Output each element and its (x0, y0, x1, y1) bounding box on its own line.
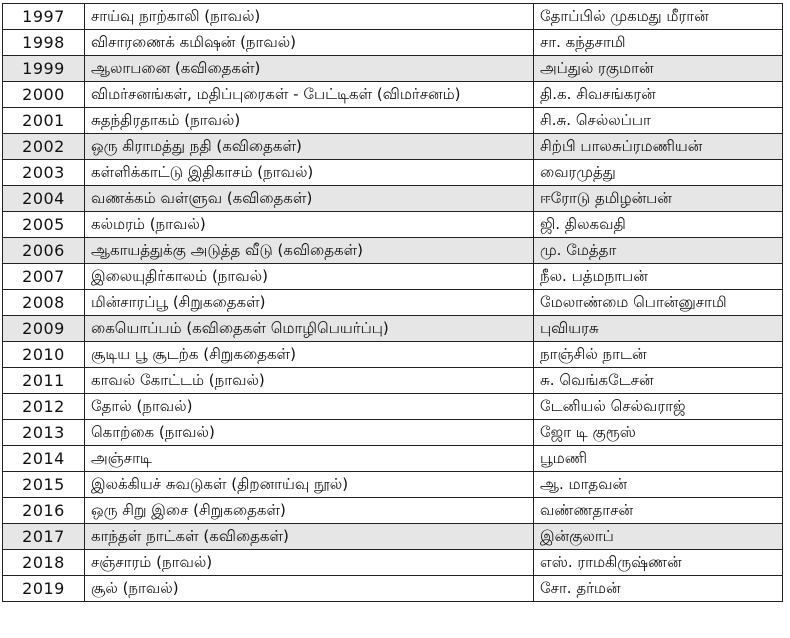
table-row (3, 108, 783, 134)
table-row (3, 134, 783, 160)
year-cell: 2019 (3, 576, 85, 602)
year-cell: 2004 (3, 186, 85, 212)
table-row (3, 160, 783, 186)
author-cell: நாஞ்சில் நாடன் (534, 342, 783, 368)
table-row (3, 264, 783, 290)
table-row (3, 30, 783, 56)
author-cell: ஆ. மாதவன் (534, 472, 783, 498)
awards-table-body (3, 4, 783, 602)
work-title-cell: விமர்சனங்கள், மதிப்புரைகள் - பேட்டிகள் (விமர்சனம்) (85, 82, 534, 108)
work-title-cell: சாய்வு நாற்காலி (நாவல்) (85, 4, 534, 30)
year-cell: 2012 (3, 394, 85, 420)
author-cell: மேலாண்மை பொன்னுசாமி (534, 290, 783, 316)
table-row (3, 446, 783, 472)
table-row (3, 576, 783, 602)
awards-table (2, 3, 783, 602)
table-row (3, 316, 783, 342)
year-cell: 2011 (3, 368, 85, 394)
author-cell: அப்துல் ரகுமான் (534, 56, 783, 82)
author-cell: பூமணி (534, 446, 783, 472)
author-cell: புவியரசு (534, 316, 783, 342)
work-title-cell: கள்ளிக்காட்டு இதிகாசம் (நாவல்) (85, 160, 534, 186)
work-title-cell: கொற்கை (நாவல்) (85, 420, 534, 446)
year-cell: 2016 (3, 498, 85, 524)
author-cell: சு. வெங்கடேசன் (534, 368, 783, 394)
work-title-cell: தோல் (நாவல்) (85, 394, 534, 420)
author-cell: இன்குலாப் (534, 524, 783, 550)
table-row (3, 82, 783, 108)
table-row (3, 290, 783, 316)
table-row (3, 420, 783, 446)
work-title-cell: இலையுதிர்காலம் (நாவல்) (85, 264, 534, 290)
year-cell: 2010 (3, 342, 85, 368)
author-cell: ஜி. திலகவதி (534, 212, 783, 238)
year-cell: 1999 (3, 56, 85, 82)
work-title-cell: காந்தள் நாட்கள் (கவிதைகள்) (85, 524, 534, 550)
author-cell: ஜோ டி குரூஸ் (534, 420, 783, 446)
author-cell: தி.க. சிவசங்கரன் (534, 82, 783, 108)
work-title-cell: கல்மரம் (நாவல்) (85, 212, 534, 238)
work-title-cell: ஆலாபனை (கவிதைகள்) (85, 56, 534, 82)
table-row (3, 524, 783, 550)
work-title-cell: மின்சாரப்பூ (சிறுகதைகள்) (85, 290, 534, 316)
author-cell: டேனியல் செல்வராஜ் (534, 394, 783, 420)
table-row (3, 212, 783, 238)
year-cell: 2005 (3, 212, 85, 238)
year-cell: 2000 (3, 82, 85, 108)
work-title-cell: ஆகாயத்துக்கு அடுத்த வீடு (கவிதைகள்) (85, 238, 534, 264)
author-cell: வைரமுத்து (534, 160, 783, 186)
table-row (3, 368, 783, 394)
table-row (3, 550, 783, 576)
work-title-cell: கையொப்பம் (கவிதைகள் மொழிபெயர்ப்பு) (85, 316, 534, 342)
work-title-cell: ஒரு கிராமத்து நதி (கவிதைகள்) (85, 134, 534, 160)
author-cell: வண்ணதாசன் (534, 498, 783, 524)
author-cell: தோப்பில் முகமது மீரான் (534, 4, 783, 30)
year-cell: 2018 (3, 550, 85, 576)
author-cell: எஸ். ராமகிருஷ்ணன் (534, 550, 783, 576)
year-cell: 1998 (3, 30, 85, 56)
table-row (3, 472, 783, 498)
year-cell: 2001 (3, 108, 85, 134)
work-title-cell: வணக்கம் வள்ளுவ (கவிதைகள்) (85, 186, 534, 212)
year-cell: 2006 (3, 238, 85, 264)
table-row (3, 394, 783, 420)
year-cell: 2017 (3, 524, 85, 550)
year-cell: 2007 (3, 264, 85, 290)
year-cell: 2008 (3, 290, 85, 316)
table-row (3, 186, 783, 212)
author-cell: நீல. பத்மநாபன் (534, 264, 783, 290)
table-row (3, 4, 783, 30)
table-row (3, 238, 783, 264)
table-row (3, 498, 783, 524)
work-title-cell: சூடிய பூ சூடற்க (சிறுகதைகள்) (85, 342, 534, 368)
work-title-cell: காவல் கோட்டம் (நாவல்) (85, 368, 534, 394)
work-title-cell: சஞ்சாரம் (நாவல்) (85, 550, 534, 576)
work-title-cell: அஞ்சாடி (85, 446, 534, 472)
year-cell: 2013 (3, 420, 85, 446)
author-cell: சி.சு. செல்லப்பா (534, 108, 783, 134)
author-cell: சோ. தர்மன் (534, 576, 783, 602)
work-title-cell: இலக்கியச் சுவடுகள் (திறனாய்வு நூல்) (85, 472, 534, 498)
year-cell: 2015 (3, 472, 85, 498)
author-cell: மு. மேத்தா (534, 238, 783, 264)
work-title-cell: ஒரு சிறு இசை (சிறுகதைகள்) (85, 498, 534, 524)
year-cell: 2002 (3, 134, 85, 160)
table-row (3, 342, 783, 368)
author-cell: சிற்பி பாலசுப்ரமணியன் (534, 134, 783, 160)
table-row (3, 56, 783, 82)
author-cell: சா. கந்தசாமி (534, 30, 783, 56)
work-title-cell: சுதந்திரதாகம் (நாவல்) (85, 108, 534, 134)
year-cell: 2009 (3, 316, 85, 342)
work-title-cell: விசாரணைக் கமிஷன் (நாவல்) (85, 30, 534, 56)
year-cell: 2003 (3, 160, 85, 186)
year-cell: 1997 (3, 4, 85, 30)
year-cell: 2014 (3, 446, 85, 472)
work-title-cell: சூல் (நாவல்) (85, 576, 534, 602)
author-cell: ஈரோடு தமிழன்பன் (534, 186, 783, 212)
